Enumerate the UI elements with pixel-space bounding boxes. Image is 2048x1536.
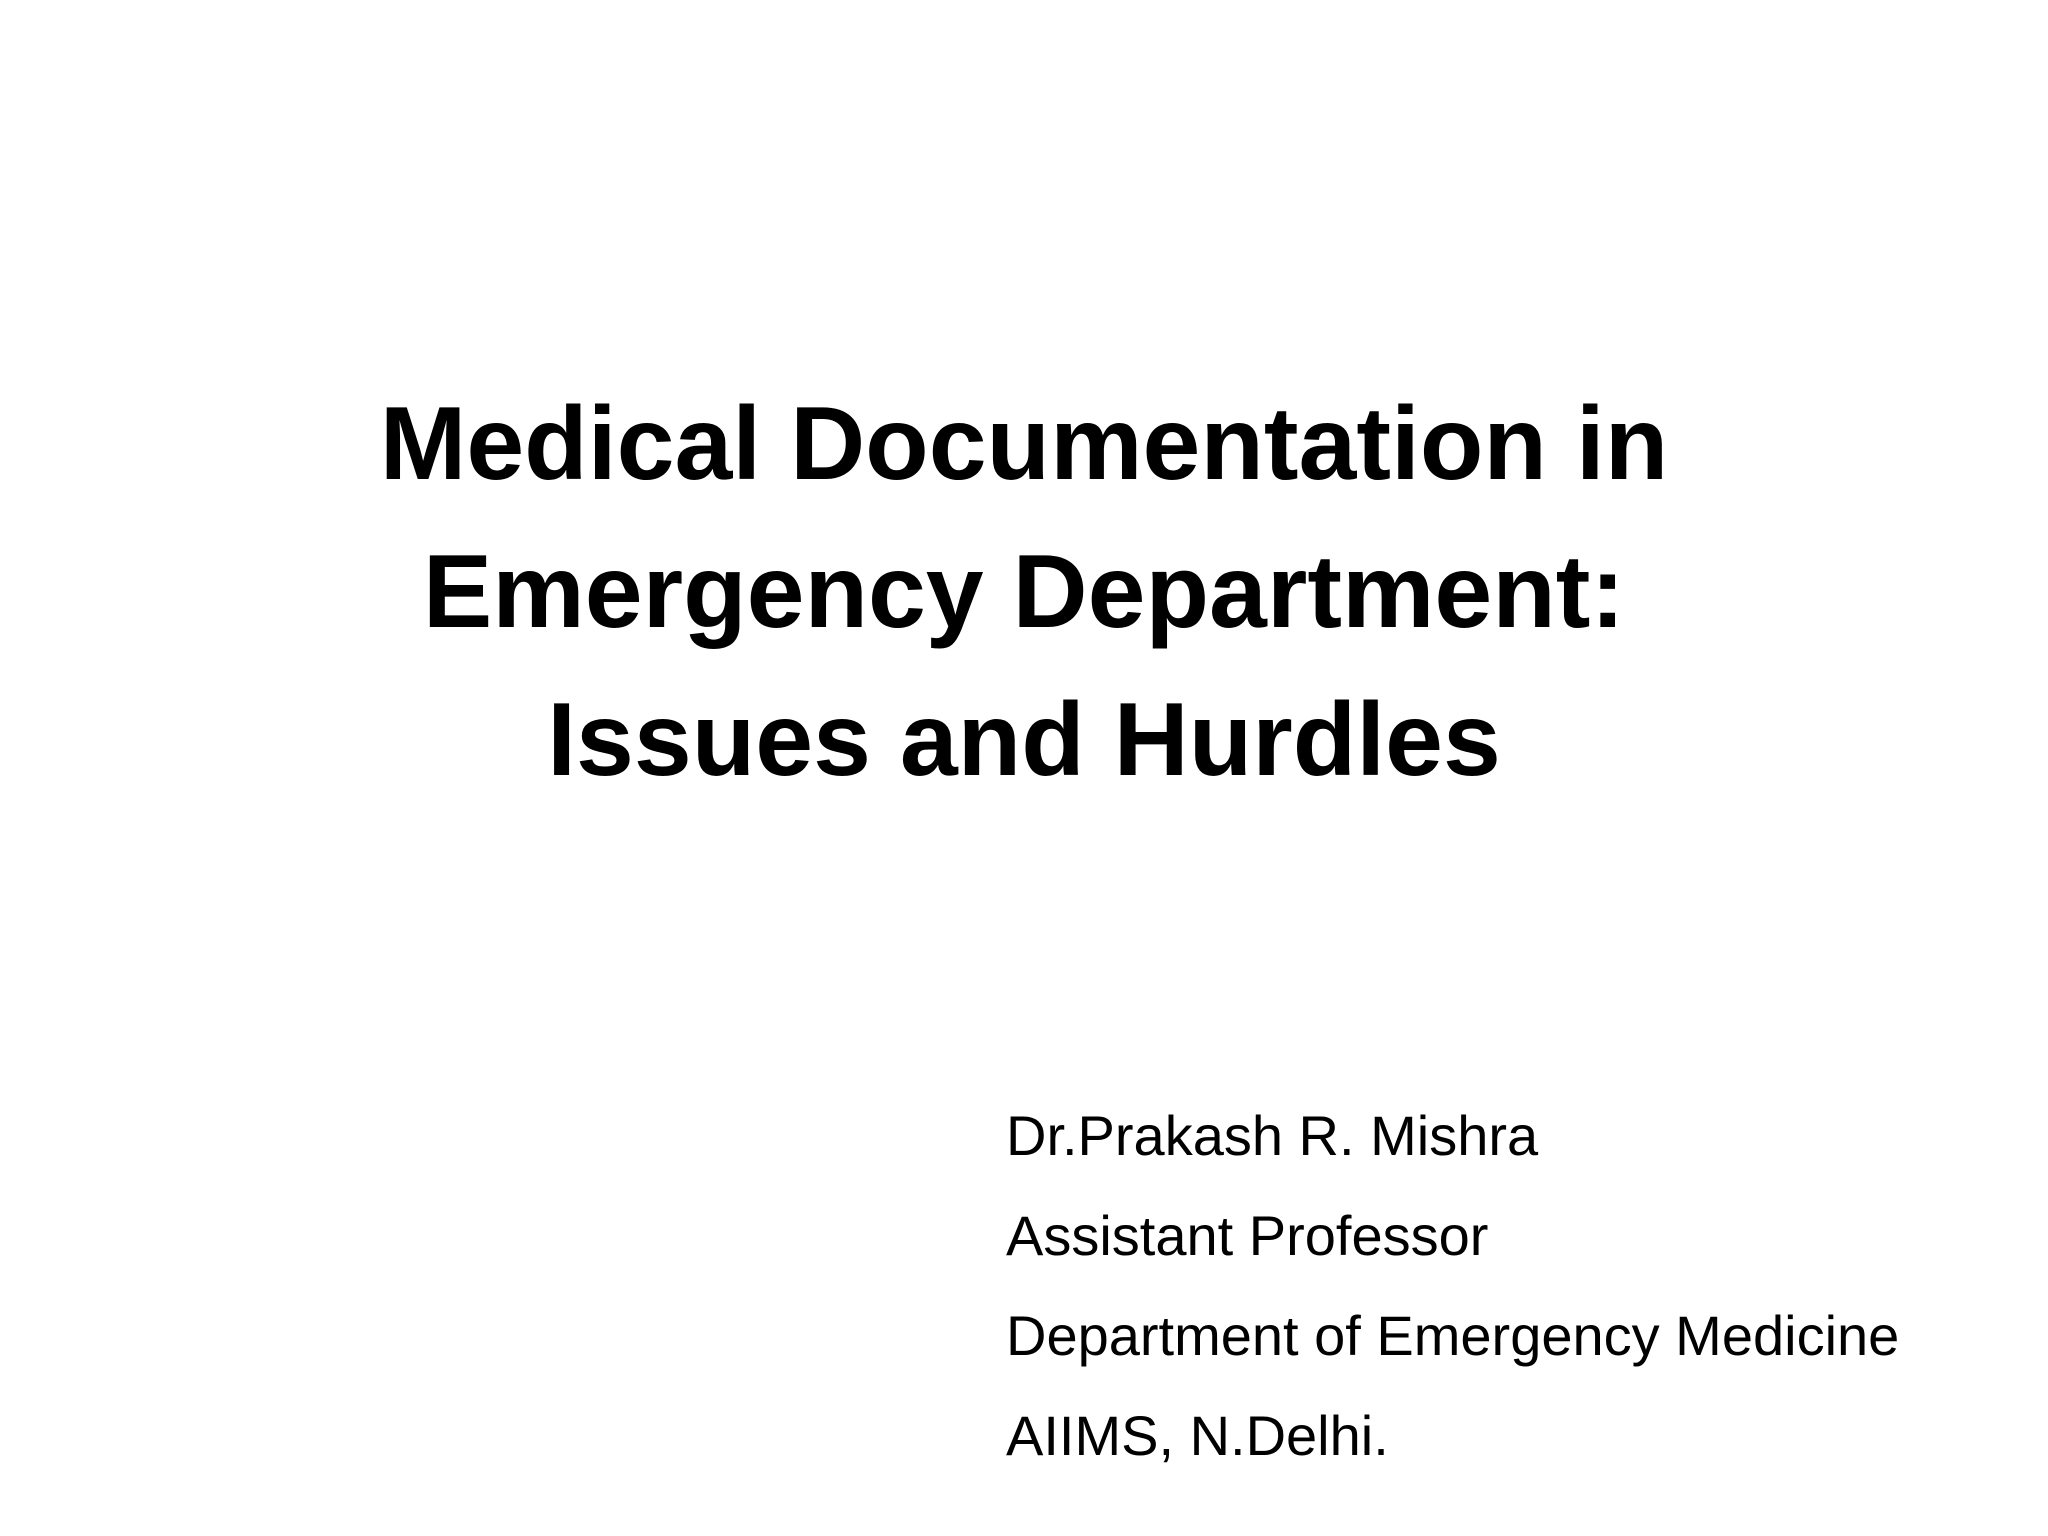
author-institution: AIIMS, N.Delhi. xyxy=(1006,1404,1389,1467)
slide-title xyxy=(224,370,1824,814)
author-department: Department of Emergency Medicine xyxy=(1006,1304,1900,1367)
author-block xyxy=(1006,1086,2036,1486)
title-line: Issues and Hurdles xyxy=(547,682,1501,798)
author-name: Dr.Prakash R. Mishra xyxy=(1006,1104,1539,1167)
title-line: Medical Documentation in xyxy=(379,386,1669,502)
author-position: Assistant Professor xyxy=(1006,1204,1489,1267)
title-line: Emergency Department: xyxy=(422,534,1626,650)
